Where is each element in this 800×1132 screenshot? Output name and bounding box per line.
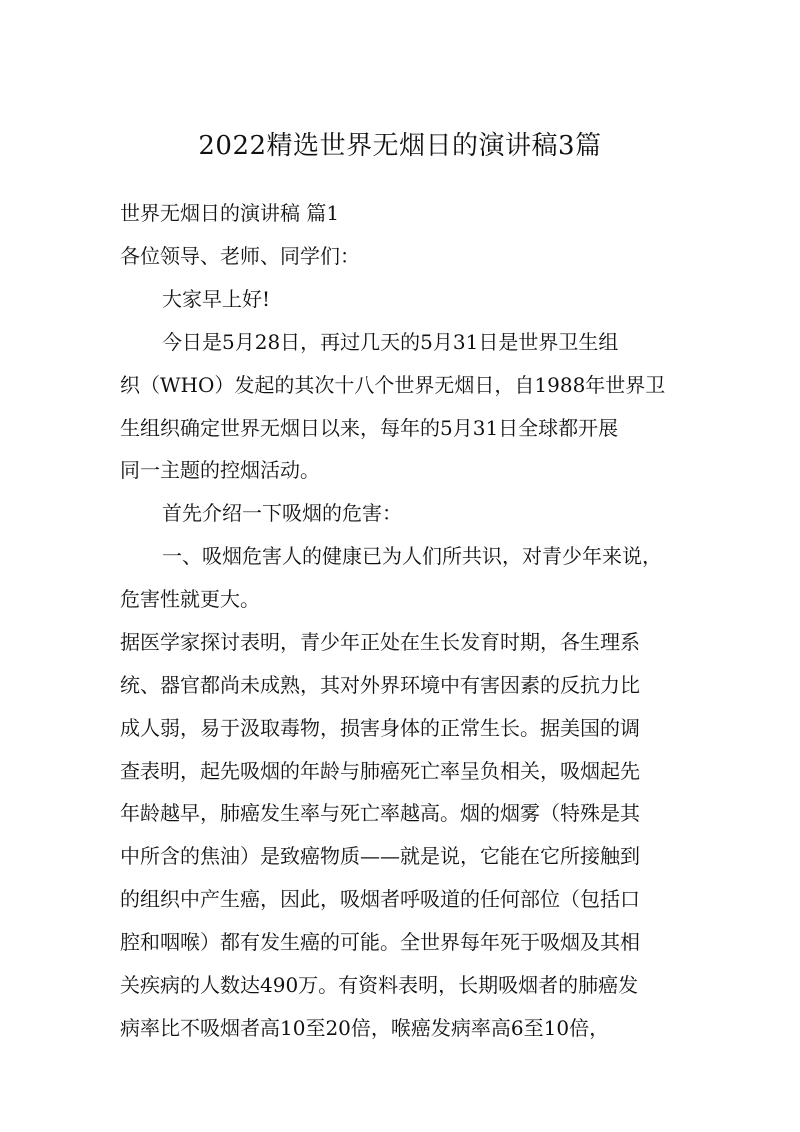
paragraph-line: 首先介绍一下吸烟的危害： <box>162 501 402 525</box>
paragraph-line: 的组织中产生癌，因此，吸烟者呼吸道的任何部位（包括口 <box>120 887 640 911</box>
greeting: 大家早上好! <box>162 287 271 311</box>
paragraph-line: 统、器官都尚未成熟，其对外界环境中有害因素的反抗力比 <box>120 673 640 697</box>
paragraph-line: 织（WHO）发起的其次十八个世界无烟日，自1988年世界卫 <box>120 373 666 397</box>
paragraph-line: 同一主题的控烟活动。 <box>120 458 320 482</box>
paragraph-line: 查表明，起先吸烟的年龄与肺癌死亡率呈负相关，吸烟起先 <box>120 759 640 783</box>
paragraph-line: 生组织确定世界无烟日以来，每年的5月31日全球都开展 <box>120 416 619 440</box>
paragraph-line: 据医学家探讨表明，青少年正处在生长发育时期，各生理系 <box>120 630 640 654</box>
paragraph-line: 中所含的焦油）是致癌物质——就是说，它能在它所接触到 <box>120 844 640 868</box>
paragraph-line: 今日是5月28日，再过几天的5月31日是世界卫生组 <box>162 330 619 354</box>
paragraph-line: 成人弱，易于汲取毒物，损害身体的正常生长。据美国的调 <box>120 716 640 740</box>
paragraph-line: 年龄越早，肺癌发生率与死亡率越高。烟的烟雾（特殊是其 <box>120 801 640 825</box>
paragraph-line: 腔和咽喉）都有发生癌的可能。全世界每年死于吸烟及其相 <box>120 930 640 954</box>
paragraph-line: 病率比不吸烟者高10至20倍，喉癌发病率高6至10倍， <box>120 1016 610 1040</box>
paragraph-line: 关疾病的人数达490万。有资料表明，长期吸烟者的肺癌发 <box>120 973 639 997</box>
section-heading: 世界无烟日的演讲稿 篇1 <box>120 201 340 225</box>
document-title: 2022精选世界无烟日的演讲稿3篇 <box>198 131 602 161</box>
paragraph-line: 危害性就更大。 <box>120 587 260 611</box>
paragraph-line: 一、吸烟危害人的健康已为人们所共识，对青少年来说， <box>162 544 662 568</box>
salutation: 各位领导、老师、同学们： <box>120 244 360 268</box>
